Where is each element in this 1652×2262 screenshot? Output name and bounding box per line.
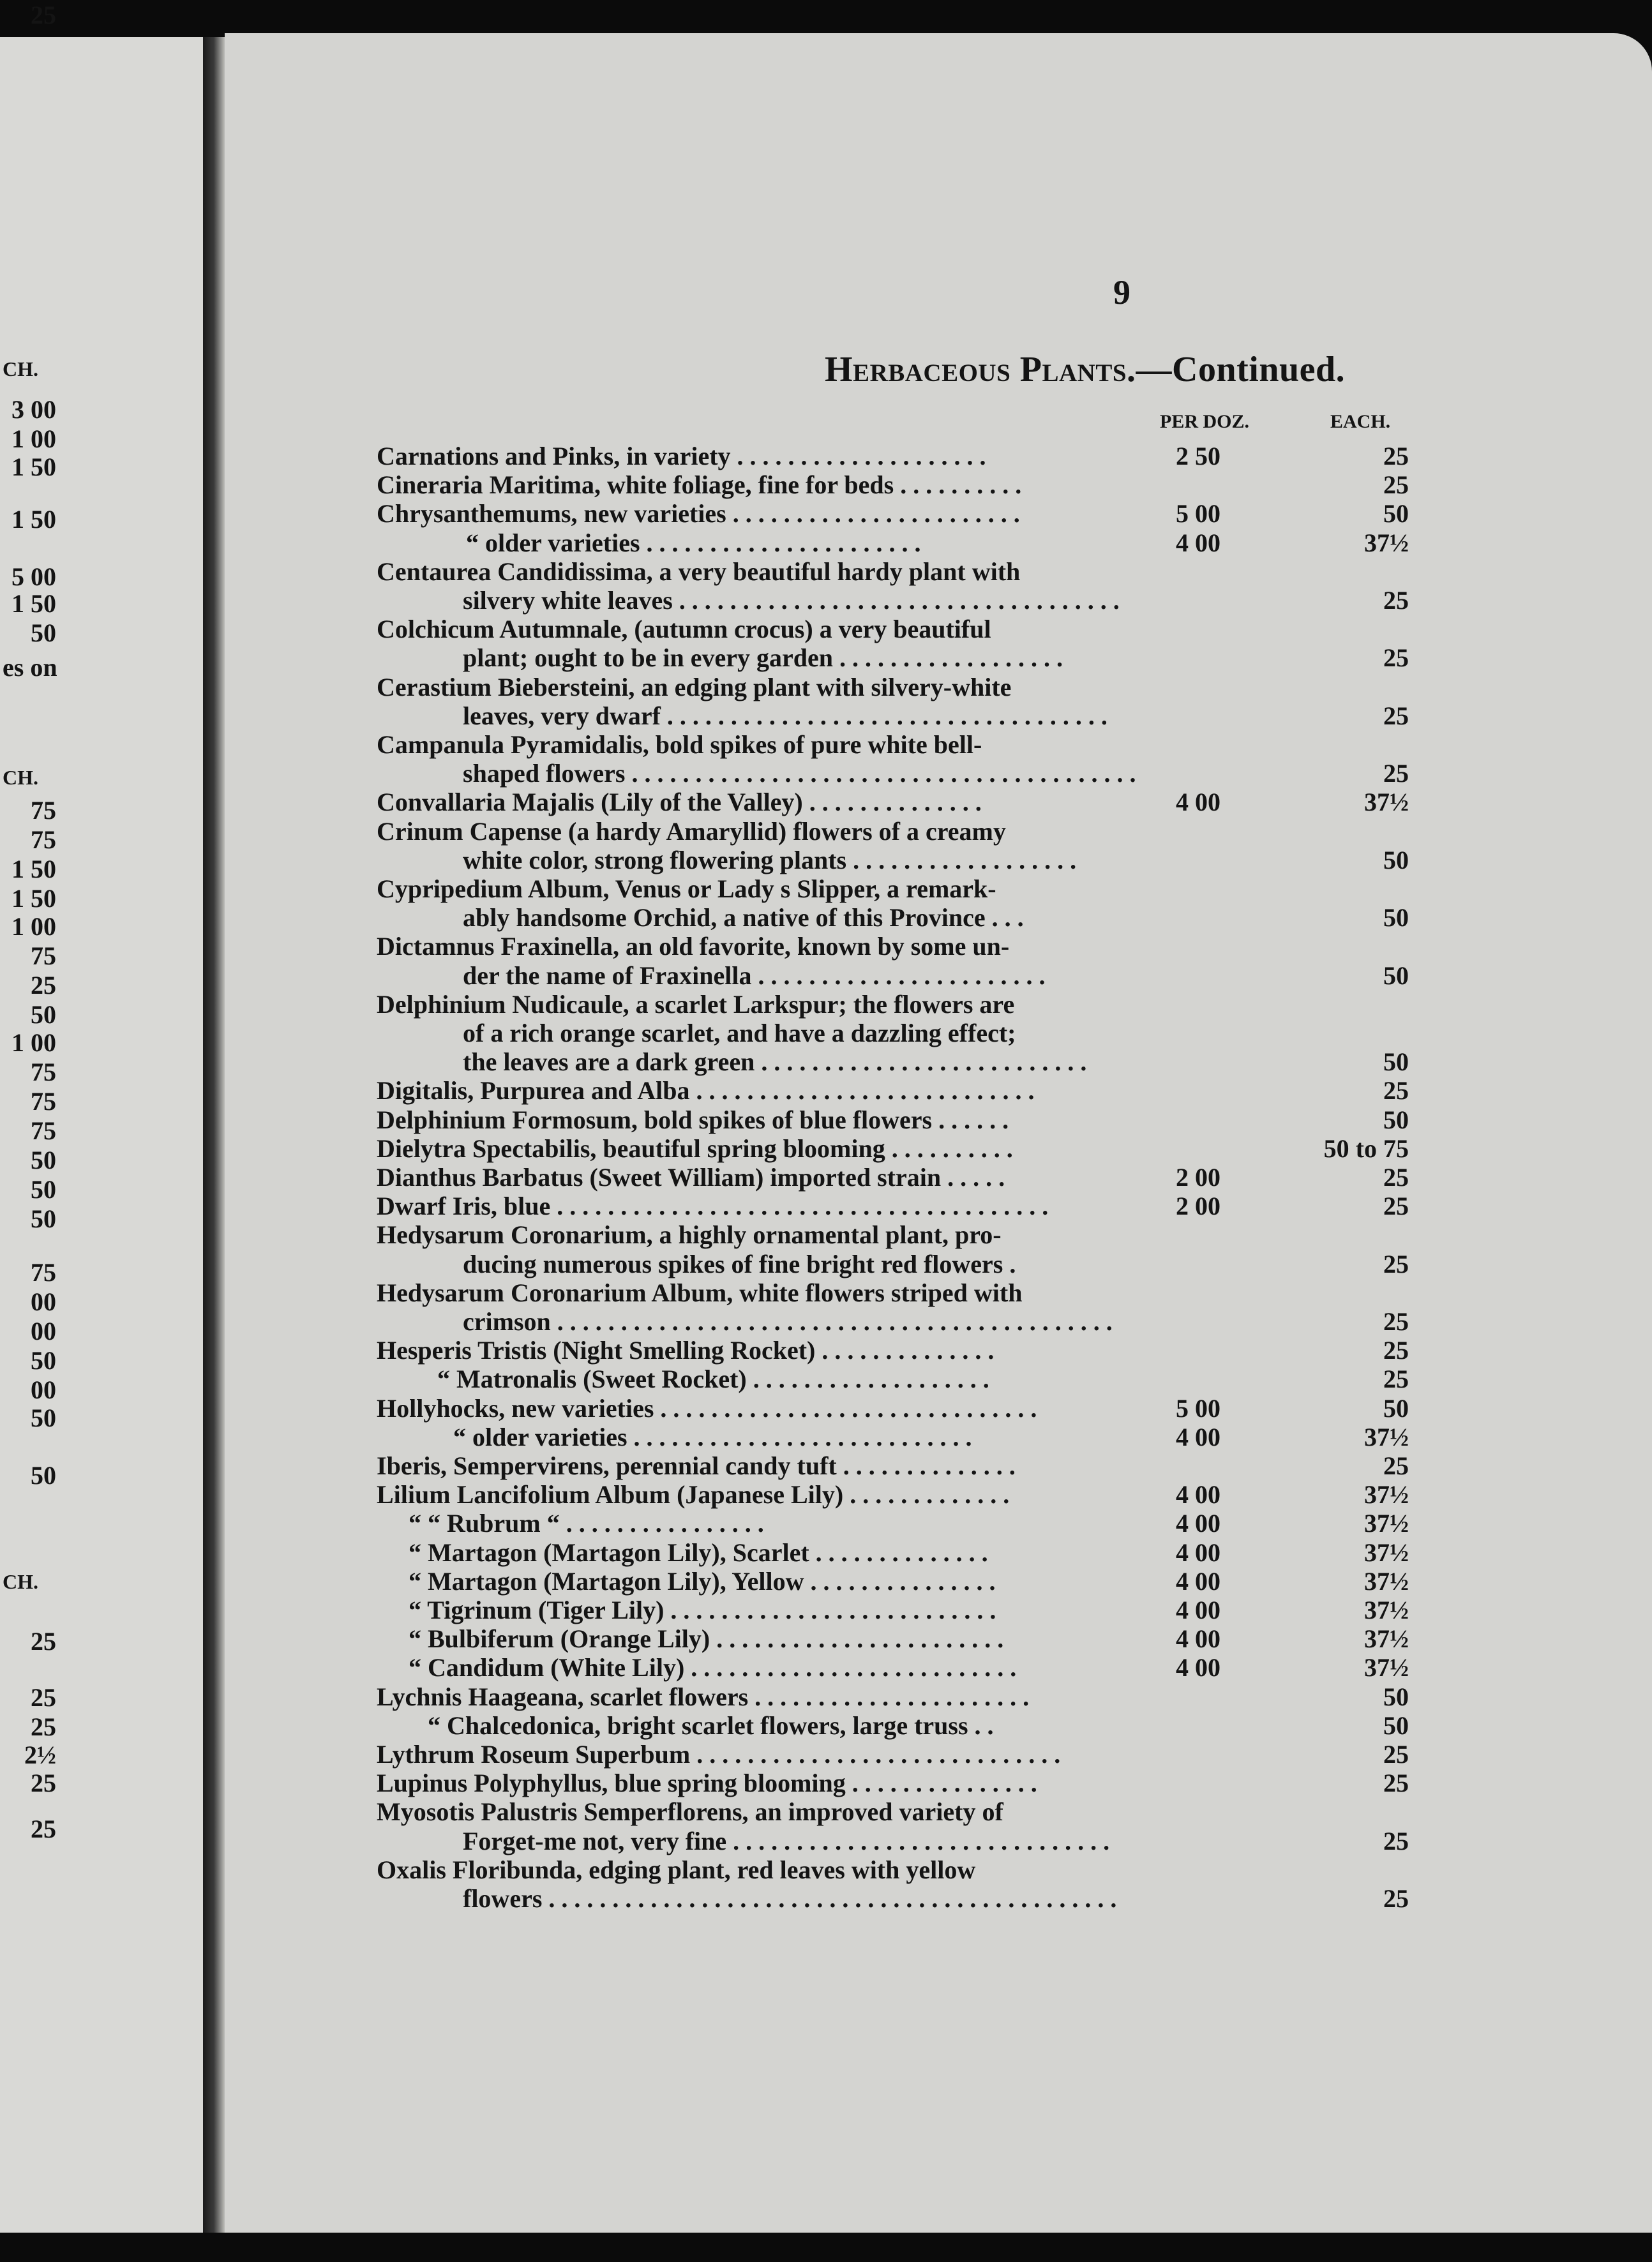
item-description: Crinum Capense (a hardy Amaryllid) flowers of a creamy bbox=[377, 816, 1006, 846]
item-description: Iberis, Sempervirens, perennial candy tuft . . . . . . . . . . . . . . bbox=[377, 1451, 1016, 1480]
price-per-dozen: 4 00 bbox=[1176, 1596, 1220, 1624]
left-page-text: CH. bbox=[3, 357, 38, 380]
list-item bbox=[225, 470, 1409, 500]
price-each: 50 bbox=[1383, 1711, 1409, 1740]
item-description: shaped flowers . . . . . . . . . . . . . . . . . . . . . . . . . . . . . . . . . . . . . . . . bbox=[463, 759, 1136, 788]
list-item bbox=[225, 1653, 1409, 1682]
list-item bbox=[225, 1480, 1409, 1509]
price-per-dozen: 4 00 bbox=[1176, 1422, 1220, 1451]
item-description: ably handsome Orchid, a native of this Province . . . bbox=[463, 903, 1024, 933]
item-description: “ Martagon (Martagon Lily), Yellow . . . . . . . . . . . . . . . bbox=[409, 1566, 996, 1596]
item-description: Dielytra Spectabilis, beautiful spring blooming . . . . . . . . . . bbox=[377, 1134, 1013, 1163]
item-description: Cerastium Biebersteini, an edging plant with silvery-white bbox=[377, 672, 1012, 701]
item-description: Delphinium Formosum, bold spikes of blue flowers . . . . . . bbox=[377, 1105, 1009, 1134]
list-item bbox=[225, 1884, 1409, 1914]
price-each: 25 bbox=[1383, 1076, 1409, 1105]
left-page-text: 50 bbox=[31, 1404, 56, 1432]
list-item bbox=[225, 615, 1409, 644]
price-each: 37½ bbox=[1364, 1566, 1409, 1596]
item-description: plant; ought to be in every garden . . . . . . . . . . . . . . . . . . bbox=[463, 643, 1063, 673]
item-description: Lupinus Polyphyllus, blue spring blooming . . . . . . . . . . . . . . . bbox=[377, 1769, 1037, 1798]
item-description: “ older varieties . . . . . . . . . . . . . . . . . . . . . . bbox=[466, 528, 921, 557]
left-page-text: CH. bbox=[3, 1570, 38, 1593]
price-list bbox=[225, 33, 1652, 2233]
item-description: leaves, very dwarf . . . . . . . . . . . . . . . . . . . . . . . . . . . . . . . . . . . bbox=[463, 701, 1108, 730]
left-page-text: 1 50 bbox=[11, 855, 56, 883]
section-title-main: Herbaceous Plants bbox=[825, 350, 1127, 389]
left-page-text: 1 50 bbox=[11, 453, 56, 481]
left-page-text: 1 00 bbox=[11, 912, 56, 941]
left-page-text: 3 00 bbox=[11, 395, 56, 424]
price-per-dozen: 5 00 bbox=[1176, 499, 1220, 528]
item-description: Hedysarum Coronarium, a highly ornamental plant, pro- bbox=[377, 1220, 1002, 1250]
item-description: Colchicum Autumnale, (autumn crocus) a very beautiful bbox=[377, 615, 991, 644]
list-item bbox=[225, 673, 1409, 702]
item-description: of a rich orange scarlet, and have a dazzling effect; bbox=[463, 1019, 1016, 1047]
left-page-text: 75 bbox=[31, 1258, 56, 1287]
price-each: 25 bbox=[1383, 643, 1409, 673]
list-item bbox=[225, 1134, 1409, 1164]
list-item bbox=[225, 701, 1409, 731]
left-page-text: 1 00 bbox=[11, 424, 56, 453]
price-each: 37½ bbox=[1364, 1509, 1409, 1538]
item-description: Hesperis Tristis (Night Smelling Rocket) . . . . . . . . . . . . . . bbox=[377, 1336, 995, 1365]
price-each: 50 bbox=[1383, 1047, 1409, 1077]
item-description: Cypripedium Album, Venus or Lady s Slipper, a remark- bbox=[377, 874, 996, 903]
left-page-text: 50 bbox=[31, 618, 56, 647]
item-description: Lilium Lancifolium Album (Japanese Lily) . . . . . . . . . . . . . bbox=[377, 1480, 1010, 1509]
list-item bbox=[225, 817, 1409, 846]
price-each: 25 bbox=[1383, 586, 1409, 615]
left-page-text: 2½ bbox=[24, 1741, 56, 1769]
price-each: 25 bbox=[1383, 1451, 1409, 1480]
price-each: 37½ bbox=[1364, 528, 1409, 557]
price-per-dozen: 4 00 bbox=[1176, 1509, 1220, 1538]
list-item bbox=[225, 1365, 1409, 1394]
price-each: 25 bbox=[1383, 1163, 1409, 1192]
list-item bbox=[225, 1394, 1409, 1423]
item-description: Centaurea Candidissima, a very beautiful hardy plant with bbox=[377, 557, 1021, 586]
price-each: 37½ bbox=[1364, 1624, 1409, 1654]
item-description: Oxalis Floribunda, edging plant, red leaves with yellow bbox=[377, 1855, 976, 1884]
list-item bbox=[225, 1827, 1409, 1856]
item-description: ducing numerous spikes of fine bright red flowers . bbox=[463, 1249, 1016, 1278]
left-page-text: 50 bbox=[31, 1346, 56, 1375]
price-each: 25 bbox=[1383, 701, 1409, 730]
left-page-text: 00 bbox=[31, 1317, 56, 1345]
price-each: 25 bbox=[1383, 1307, 1409, 1336]
left-page-text: CH. bbox=[3, 766, 38, 789]
price-each: 25 bbox=[1383, 442, 1409, 470]
list-item bbox=[225, 1250, 1409, 1279]
price-per-dozen: 2 00 bbox=[1176, 1163, 1220, 1192]
price-each: 50 bbox=[1383, 1105, 1409, 1134]
list-item bbox=[225, 442, 1409, 471]
list-item bbox=[225, 557, 1409, 587]
left-page-text: 75 bbox=[31, 796, 56, 825]
price-each: 37½ bbox=[1364, 1422, 1409, 1451]
item-description: “ older varieties . . . . . . . . . . . . . . . . . . . . . . . . . . . bbox=[453, 1422, 972, 1451]
list-item bbox=[225, 846, 1409, 875]
list-item bbox=[225, 586, 1409, 615]
column-header-per-doz: PER DOZ. bbox=[1160, 411, 1250, 432]
item-description: “ Bulbiferum (Orange Lily) . . . . . . . . . . . . . . . . . . . . . . . bbox=[409, 1624, 1004, 1654]
price-each: 50 bbox=[1383, 1682, 1409, 1711]
catalog-page bbox=[225, 33, 1652, 2233]
item-description: “ Tigrinum (Tiger Lily) . . . . . . . . . . . . . . . . . . . . . . . . . . bbox=[409, 1596, 996, 1624]
list-item bbox=[225, 730, 1409, 760]
book-spine bbox=[203, 37, 225, 2233]
item-description: the leaves are a dark green . . . . . . . . . . . . . . . . . . . . . . . . . . bbox=[463, 1047, 1087, 1077]
left-page-text: 1 50 bbox=[11, 589, 56, 618]
left-page-text: 25 bbox=[31, 1683, 56, 1712]
list-item bbox=[225, 528, 1409, 558]
price-per-dozen: 4 00 bbox=[1176, 1538, 1220, 1567]
left-page-text: 1 50 bbox=[11, 884, 56, 913]
price-per-dozen: 4 00 bbox=[1176, 528, 1220, 557]
item-description: Myosotis Palustris Semperflorens, an improved variety of bbox=[377, 1797, 1003, 1827]
list-item bbox=[225, 1797, 1409, 1827]
left-page-text: 75 bbox=[31, 941, 56, 970]
list-item bbox=[225, 1682, 1409, 1712]
left-page-text: 1 50 bbox=[11, 505, 56, 534]
item-description: der the name of Fraxinella . . . . . . . . . . . . . . . . . . . . . . . bbox=[463, 961, 1046, 990]
item-description: Hollyhocks, new varieties . . . . . . . . . . . . . . . . . . . . . . . . . . . . . . bbox=[377, 1393, 1037, 1423]
left-page-text: 25 bbox=[31, 1627, 56, 1656]
price-each: 25 bbox=[1383, 1249, 1409, 1278]
item-description: “ Chalcedonica, bright scarlet flowers, large truss . . bbox=[428, 1711, 994, 1740]
left-page-text: 75 bbox=[31, 1087, 56, 1116]
item-description: Carnations and Pinks, in variety . . . . . . . . . . . . . . . . . . . . bbox=[377, 442, 986, 470]
item-description: crimson . . . . . . . . . . . . . . . . . . . . . . . . . . . . . . . . . . . . . . . . . . . . bbox=[463, 1307, 1113, 1336]
list-item bbox=[225, 1509, 1409, 1538]
left-page-text: 25 bbox=[31, 1, 56, 29]
left-page-text: 25 bbox=[31, 1815, 56, 1843]
price-each: 25 bbox=[1383, 1336, 1409, 1365]
price-per-dozen: 4 00 bbox=[1176, 1653, 1220, 1682]
left-page-text: 50 bbox=[31, 1204, 56, 1233]
list-item bbox=[225, 990, 1409, 1019]
price-each: 50 bbox=[1383, 1393, 1409, 1423]
price-each: 25 bbox=[1383, 1192, 1409, 1221]
price-per-dozen: 4 00 bbox=[1176, 1624, 1220, 1654]
list-item bbox=[225, 1336, 1409, 1365]
item-description: Cineraria Maritima, white foliage, fine for beds . . . . . . . . . . bbox=[377, 470, 1022, 500]
list-item bbox=[225, 1019, 1409, 1048]
price-each: 37½ bbox=[1364, 1596, 1409, 1624]
left-page-text: 50 bbox=[31, 1146, 56, 1174]
list-item bbox=[225, 961, 1409, 991]
list-item bbox=[225, 932, 1409, 961]
price-each: 50 bbox=[1383, 845, 1409, 874]
list-item bbox=[225, 1740, 1409, 1769]
left-page-text: es on bbox=[3, 653, 57, 682]
list-item bbox=[225, 1596, 1409, 1625]
item-description: “ Martagon (Martagon Lily), Scarlet . . . . . . . . . . . . . . bbox=[409, 1538, 988, 1567]
list-item bbox=[225, 1451, 1409, 1481]
column-header-each: EACH. bbox=[1330, 411, 1391, 432]
item-description: white color, strong flowering plants . . . . . . . . . . . . . . . . . . bbox=[463, 845, 1077, 874]
price-each: 25 bbox=[1383, 1769, 1409, 1798]
price-each: 50 bbox=[1383, 499, 1409, 528]
item-description: Convallaria Majalis (Lily of the Valley) . . . . . . . . . . . . . . bbox=[377, 788, 982, 817]
list-item bbox=[225, 1855, 1409, 1885]
price-each: 25 bbox=[1383, 759, 1409, 788]
item-description: Hedysarum Coronarium Album, white flowers striped with bbox=[377, 1278, 1023, 1307]
item-description: Campanula Pyramidalis, bold spikes of pure white bell- bbox=[377, 730, 982, 759]
item-description: Dwarf Iris, blue . . . . . . . . . . . . . . . . . . . . . . . . . . . . . . . . . . . . . . . bbox=[377, 1192, 1049, 1221]
list-item bbox=[225, 788, 1409, 817]
item-description: Dianthus Barbatus (Sweet William) imported strain . . . . . bbox=[377, 1163, 1005, 1192]
list-item bbox=[225, 1423, 1409, 1452]
list-item bbox=[225, 1047, 1409, 1077]
item-description: Delphinium Nudicaule, a scarlet Larkspur; the flowers are bbox=[377, 989, 1015, 1019]
price-each: 50 to 75 bbox=[1323, 1134, 1409, 1163]
price-each: 37½ bbox=[1364, 1538, 1409, 1567]
list-item bbox=[225, 499, 1409, 528]
left-page-text: 00 bbox=[31, 1375, 56, 1404]
list-item bbox=[225, 1769, 1409, 1798]
item-description: Lythrum Roseum Superbum . . . . . . . . . . . . . . . . . . . . . . . . . . . . . bbox=[377, 1740, 1061, 1769]
left-page-fragment bbox=[0, 1, 203, 2233]
list-item bbox=[225, 1307, 1409, 1337]
item-description: Dictamnus Fraxinella, an old favorite, known by some un- bbox=[377, 932, 1010, 961]
left-page-text: 25 bbox=[31, 1712, 56, 1741]
price-each: 50 bbox=[1383, 961, 1409, 990]
price-each: 37½ bbox=[1364, 1480, 1409, 1509]
list-item bbox=[225, 1624, 1409, 1654]
price-each: 37½ bbox=[1364, 1653, 1409, 1682]
price-per-dozen: 4 00 bbox=[1176, 1480, 1220, 1509]
price-each: 25 bbox=[1383, 1884, 1409, 1913]
item-description: “ “ Rubrum “ . . . . . . . . . . . . . . . . bbox=[409, 1509, 764, 1538]
item-description: Chrysanthemums, new varieties . . . . . . . . . . . . . . . . . . . . . . . bbox=[377, 499, 1020, 528]
left-page-text: 75 bbox=[31, 825, 56, 854]
price-per-dozen: 2 50 bbox=[1176, 442, 1220, 470]
price-per-dozen: 2 00 bbox=[1176, 1192, 1220, 1221]
left-page-text: 50 bbox=[31, 1461, 56, 1490]
left-page-text: 50 bbox=[31, 1000, 56, 1029]
left-page-text: 25 bbox=[31, 971, 56, 1000]
left-page-text: 50 bbox=[31, 1175, 56, 1204]
price-per-dozen: 4 00 bbox=[1176, 788, 1220, 817]
price-each: 50 bbox=[1383, 903, 1409, 933]
price-each: 25 bbox=[1383, 1365, 1409, 1394]
item-description: “ Candidum (White Lily) . . . . . . . . . . . . . . . . . . . . . . . . . . bbox=[409, 1653, 1017, 1682]
list-item bbox=[225, 759, 1409, 788]
item-description: silvery white leaves . . . . . . . . . . . . . . . . . . . . . . . . . . . . . . . . . . . bbox=[463, 586, 1120, 615]
left-page-text: 25 bbox=[31, 1769, 56, 1797]
list-item bbox=[225, 903, 1409, 933]
item-description: flowers . . . . . . . . . . . . . . . . . . . . . . . . . . . . . . . . . . . . . . . . . . . . . bbox=[463, 1884, 1117, 1913]
left-page-text: 75 bbox=[31, 1116, 56, 1145]
item-description: Lychnis Haageana, scarlet flowers . . . . . . . . . . . . . . . . . . . . . . bbox=[377, 1682, 1030, 1711]
list-item bbox=[225, 1278, 1409, 1308]
list-item bbox=[225, 874, 1409, 904]
price-each: 25 bbox=[1383, 470, 1409, 500]
list-item bbox=[225, 1105, 1409, 1135]
page-number: 9 bbox=[1113, 273, 1130, 311]
left-page-text: 5 00 bbox=[11, 562, 56, 591]
list-item bbox=[225, 1711, 1409, 1741]
list-item bbox=[225, 1192, 1409, 1221]
item-description: Forget-me not, very fine . . . . . . . . . . . . . . . . . . . . . . . . . . . . . . bbox=[463, 1826, 1110, 1855]
list-item bbox=[225, 1538, 1409, 1568]
section-title-continued: .—Continued. bbox=[1127, 350, 1346, 389]
price-per-dozen: 5 00 bbox=[1176, 1393, 1220, 1423]
price-each: 25 bbox=[1383, 1826, 1409, 1855]
left-page-text: 1 00 bbox=[11, 1028, 56, 1057]
left-page-text: 75 bbox=[31, 1058, 56, 1086]
left-page-text: 00 bbox=[31, 1287, 56, 1316]
list-item bbox=[225, 643, 1409, 673]
item-description: “ Matronalis (Sweet Rocket) . . . . . . . . . . . . . . . . . . . bbox=[437, 1365, 989, 1394]
list-item bbox=[225, 1220, 1409, 1250]
list-item bbox=[225, 1076, 1409, 1105]
price-each: 37½ bbox=[1364, 788, 1409, 817]
item-description: Digitalis, Purpurea and Alba . . . . . . . . . . . . . . . . . . . . . . . . . . . bbox=[377, 1076, 1035, 1105]
list-item bbox=[225, 1163, 1409, 1192]
list-item bbox=[225, 1567, 1409, 1596]
price-per-dozen: 4 00 bbox=[1176, 1566, 1220, 1596]
price-each: 25 bbox=[1383, 1740, 1409, 1769]
